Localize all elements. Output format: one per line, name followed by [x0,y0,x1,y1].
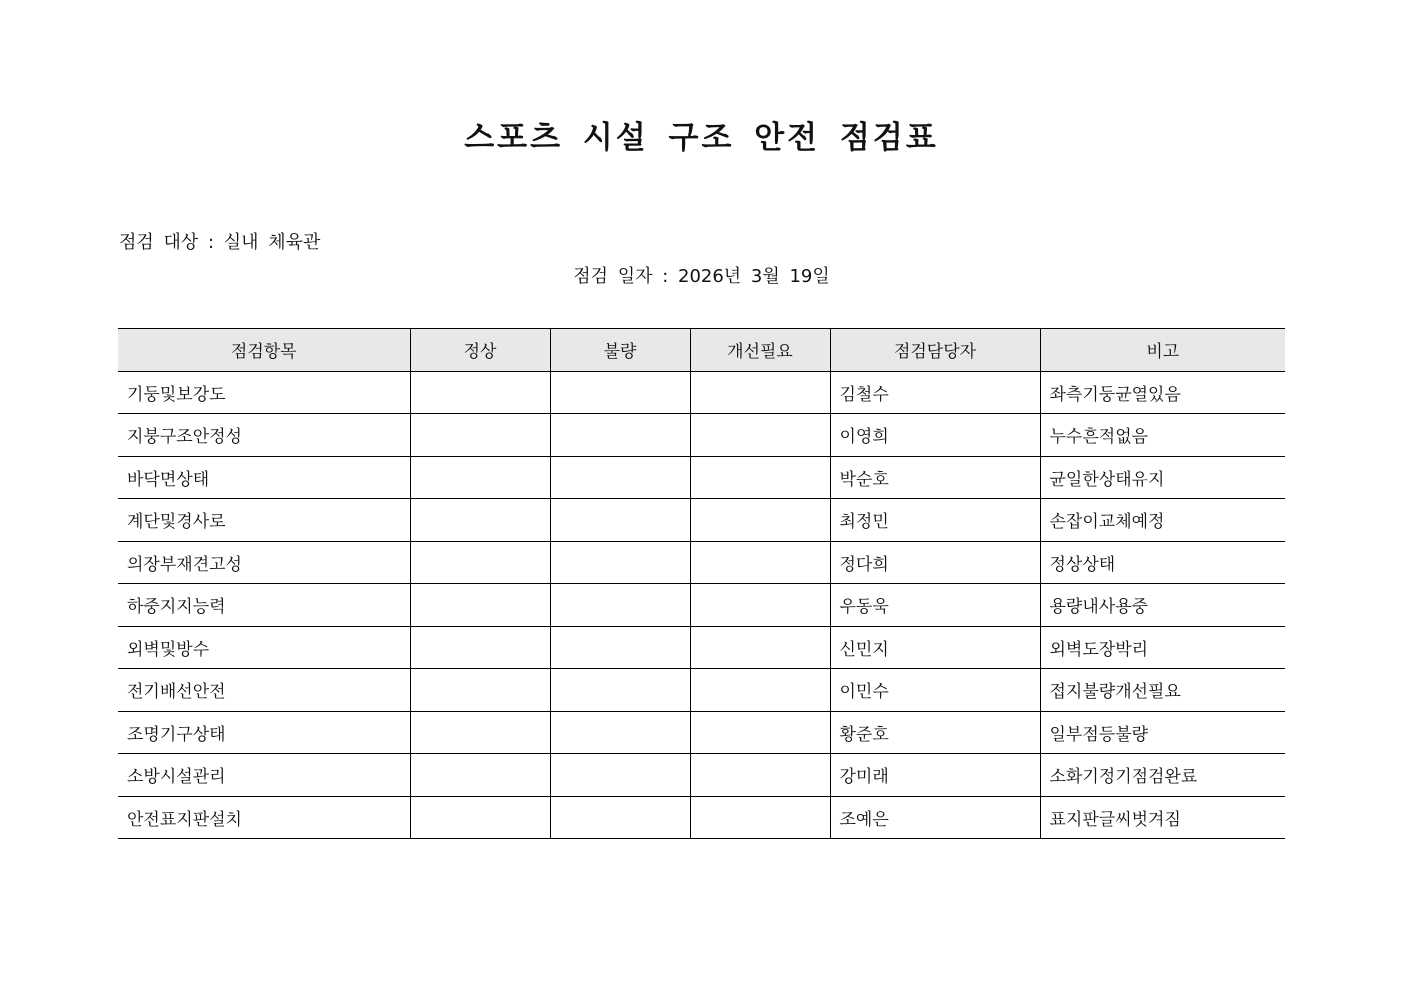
cell-improve [690,541,830,584]
cell-defect [550,541,690,584]
cell-inspector: 황준호 [830,711,1040,754]
cell-improve [690,499,830,542]
cell-inspector: 신민지 [830,626,1040,669]
inspection-date: 점검 일자 : 2026년 3월 19일 [573,266,830,287]
cell-note: 용량내사용중 [1040,584,1285,627]
header-note: 비고 [1040,329,1285,372]
cell-inspector: 강미래 [830,754,1040,797]
header-defect: 불량 [550,329,690,372]
cell-inspector: 이민수 [830,669,1040,712]
cell-item: 하중지지능력 [118,584,410,627]
cell-normal [410,796,550,839]
cell-item: 지붕구조안정성 [118,414,410,457]
cell-improve [690,754,830,797]
header-item: 점검항목 [118,329,410,372]
cell-defect [550,626,690,669]
cell-item: 소방시설관리 [118,754,410,797]
header-inspector: 점검담당자 [830,329,1040,372]
cell-item: 기둥및보강도 [118,371,410,414]
cell-improve [690,584,830,627]
cell-inspector: 정다희 [830,541,1040,584]
table-row [118,541,1285,584]
cell-inspector: 최정민 [830,499,1040,542]
table-row [118,456,1285,499]
table-row [118,669,1285,712]
cell-note: 표지판글씨벗겨짐 [1040,796,1285,839]
cell-note: 접지불량개선필요 [1040,669,1285,712]
cell-defect [550,711,690,754]
table-row [118,499,1285,542]
cell-item: 의장부재견고성 [118,541,410,584]
document-title: 스포츠 시설 구조 안전 점검표 [464,120,939,156]
cell-normal [410,584,550,627]
cell-normal [410,711,550,754]
table-row [118,711,1285,754]
cell-item: 외벽및방수 [118,626,410,669]
table-row [118,414,1285,457]
cell-normal [410,414,550,457]
cell-note: 균일한상태유지 [1040,456,1285,499]
cell-improve [690,414,830,457]
cell-inspector: 박순호 [830,456,1040,499]
cell-normal [410,456,550,499]
cell-note: 좌측기둥균열있음 [1040,371,1285,414]
cell-note: 외벽도장박리 [1040,626,1285,669]
cell-normal [410,371,550,414]
cell-improve [690,456,830,499]
cell-defect [550,669,690,712]
table-row [118,754,1285,797]
cell-normal [410,541,550,584]
cell-improve [690,711,830,754]
cell-defect [550,584,690,627]
header-improve: 개선필요 [690,329,830,372]
cell-item: 바닥면상태 [118,456,410,499]
cell-note: 일부점등불량 [1040,711,1285,754]
cell-inspector: 이영희 [830,414,1040,457]
cell-item: 계단및경사로 [118,499,410,542]
cell-note: 손잡이교체예정 [1040,499,1285,542]
cell-defect [550,499,690,542]
cell-inspector: 조예은 [830,796,1040,839]
cell-normal [410,669,550,712]
table-header-row [118,329,1285,372]
table-row [118,371,1285,414]
cell-improve [690,796,830,839]
cell-improve [690,626,830,669]
cell-defect [550,371,690,414]
cell-defect [550,456,690,499]
cell-note: 소화기정기점검완료 [1040,754,1285,797]
cell-note: 누수흔적없음 [1040,414,1285,457]
cell-item: 전기배선안전 [118,669,410,712]
cell-improve [690,669,830,712]
cell-item: 조명기구상태 [118,711,410,754]
inspection-target: 점검 대상 : 실내 체육관 [119,232,321,253]
cell-improve [690,371,830,414]
cell-inspector: 김철수 [830,371,1040,414]
cell-defect [550,754,690,797]
header-normal: 정상 [410,329,550,372]
cell-note: 정상상태 [1040,541,1285,584]
cell-normal [410,754,550,797]
inspection-table [118,328,1285,839]
table-row [118,796,1285,839]
cell-normal [410,626,550,669]
cell-inspector: 우동욱 [830,584,1040,627]
cell-defect [550,796,690,839]
cell-item: 안전표지판설치 [118,796,410,839]
cell-defect [550,414,690,457]
table-row [118,626,1285,669]
cell-normal [410,499,550,542]
table-row [118,584,1285,627]
